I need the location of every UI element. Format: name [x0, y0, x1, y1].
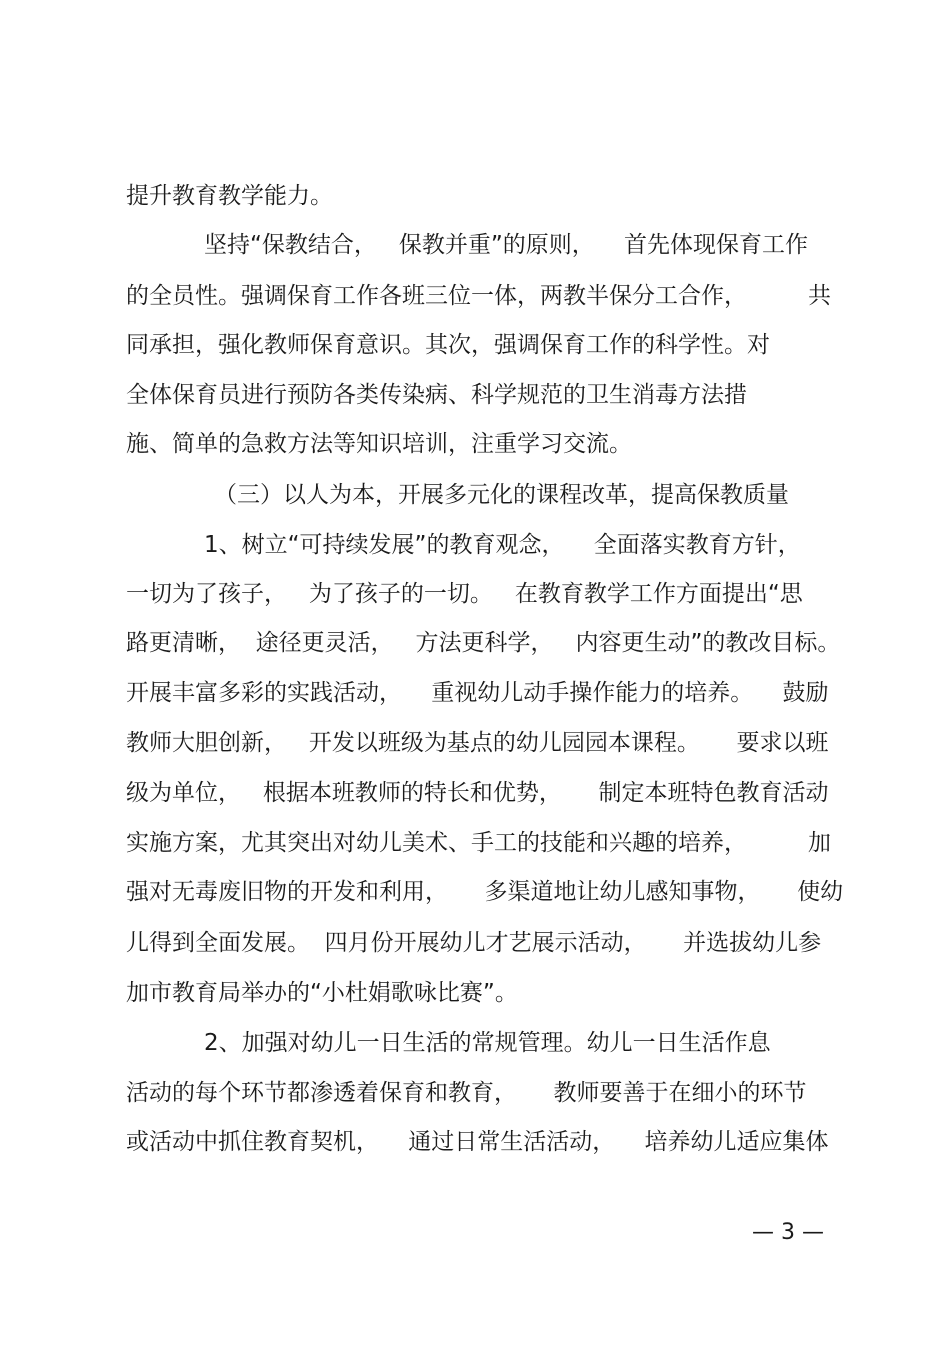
text-line: 开展丰富多彩的实践活动， 重视幼儿动手操作能力的培养。 鼓励 — [126, 680, 829, 706]
text-line: 提升教育教学能力。 — [126, 183, 333, 209]
text-line: 教师大胆创新， 开发以班级为基点的幼儿园园本课程。 要求以班 — [126, 730, 829, 756]
text-line: 或活动中抓住教育契机， 通过日常生活活动， 培养幼儿适应集体 — [126, 1129, 829, 1155]
text-line-tail: 加 — [808, 830, 831, 856]
text-line: 一切为了孩子， 为了孩子的一切。 在教育教学工作方面提出“思 — [126, 581, 803, 607]
text-line-tail: 共 — [808, 283, 831, 309]
text-line: 全体保育员进行预防各类传染病、科学规范的卫生消毒方法措 — [126, 382, 747, 408]
text-line: 强对无毒废旧物的开发和利用， 多渠道地让幼儿感知事物， 使幼 — [126, 879, 844, 905]
text-line: 1、树立“可持续发展”的教育观念， 全面落实教育方针， — [204, 532, 801, 558]
text-line: 活动的每个环节都渗透着保育和教育， 教师要善于在细小的环节 — [126, 1080, 807, 1106]
text-line: 级为单位， 根据本班教师的特长和优势， 制定本班特色教育活动 — [126, 780, 829, 806]
text-line: 2、加强对幼儿一日生活的常规管理。幼儿一日生活作息 — [204, 1030, 771, 1056]
text-line: 加市教育局举办的“小杜娟歌咏比赛”。 — [126, 980, 518, 1006]
text-line: 施、简单的急救方法等知识培训，注重学习交流。 — [126, 431, 632, 457]
section-heading: （三）以人为本，开展多元化的课程改革，提高保教质量 — [214, 482, 789, 508]
text-line: 同承担，强化教师保育意识。其次，强调保育工作的科学性。对 — [126, 332, 770, 358]
text-line: 儿得到全面发展。 四月份开展幼儿才艺展示活动， 并选拔幼儿参 — [126, 930, 822, 956]
text-line: 实施方案，尤其突出对幼儿美术、手工的技能和兴趣的培养， — [126, 830, 747, 856]
text-line: 坚持“保教结合， 保教并重”的原则， 首先体现保育工作 — [204, 232, 809, 258]
text-line: 的全员性。强调保育工作各班三位一体，两教半保分工合作， — [126, 283, 747, 309]
text-line: 路更清晰， 途径更灵活， 方法更科学， 内容更生动”的教改目标。 — [126, 630, 841, 656]
page-number: — 3 — — [752, 1220, 824, 1245]
